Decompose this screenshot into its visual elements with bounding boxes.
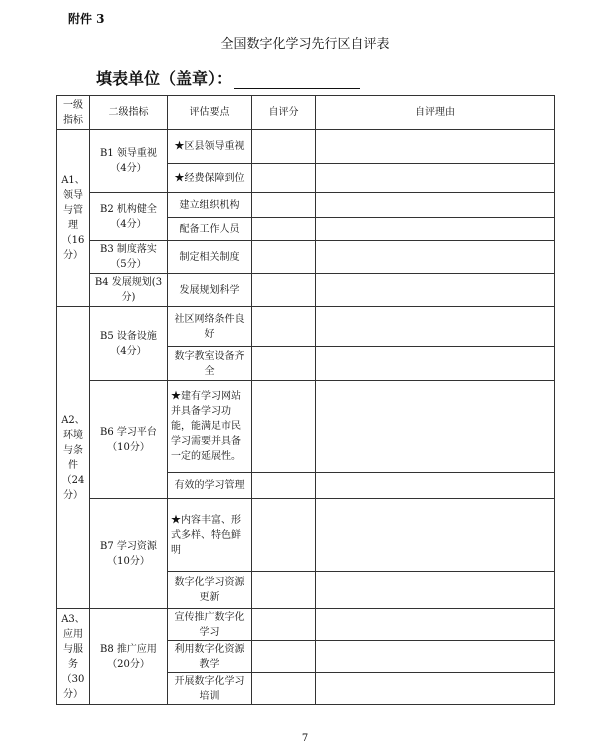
reason-cell[interactable] xyxy=(316,347,555,381)
page-number: 7 xyxy=(301,733,309,744)
reason-cell[interactable] xyxy=(316,130,555,164)
score-cell[interactable] xyxy=(252,499,316,572)
point-cell: 数字教室设备齐全 xyxy=(168,347,252,381)
table-row xyxy=(57,499,555,572)
unit-fill-line[interactable] xyxy=(234,72,360,89)
point-cell: 数字化学习资源更新 xyxy=(168,572,252,609)
reason-cell[interactable] xyxy=(316,307,555,347)
header-level2: 二级指标 xyxy=(90,96,168,130)
self-evaluation-table xyxy=(56,95,555,705)
level2-cell: B5 设备设施（4分） xyxy=(90,307,168,381)
score-cell[interactable] xyxy=(252,274,316,307)
point-cell: 配备工作人员 xyxy=(168,218,252,241)
reason-cell[interactable] xyxy=(316,241,555,274)
reason-cell[interactable] xyxy=(316,193,555,218)
point-cell: 建立组织机构 xyxy=(168,193,252,218)
score-cell[interactable] xyxy=(252,193,316,218)
level1-cell: A2、环境与条件（24分） xyxy=(57,307,90,609)
point-cell: ★建有学习网站并具备学习功能，能满足市民学习需要并具备一定的延展性。 xyxy=(168,381,252,473)
point-cell: 开展数字化学习培训 xyxy=(168,673,252,705)
score-cell[interactable] xyxy=(252,473,316,499)
header-row xyxy=(57,96,555,130)
point-cell: 宣传推广数字化学习 xyxy=(168,609,252,641)
reason-cell[interactable] xyxy=(316,274,555,307)
reason-cell[interactable] xyxy=(316,673,555,705)
table-row xyxy=(57,241,555,274)
level1-cell: A3、应用与服务（30分） xyxy=(57,609,90,705)
score-cell[interactable] xyxy=(252,130,316,164)
table-row xyxy=(57,307,555,347)
point-cell: 发展规划科学 xyxy=(168,274,252,307)
level2-cell: B3 制度落实（5分） xyxy=(90,241,168,274)
point-cell: ★区县领导重视 xyxy=(168,130,252,164)
reason-cell[interactable] xyxy=(316,381,555,473)
score-cell[interactable] xyxy=(252,218,316,241)
point-cell: ★内容丰富、形式多样、特色鲜明 xyxy=(168,499,252,572)
header-points: 评估要点 xyxy=(168,96,252,130)
level2-cell: B7 学习资源（10分） xyxy=(90,499,168,609)
level2-cell: B2 机构健全（4分） xyxy=(90,193,168,241)
unit-label: 填表单位（盖章）： xyxy=(96,69,233,88)
table-row xyxy=(57,274,555,307)
reason-cell[interactable] xyxy=(316,499,555,572)
header-score: 自评分 xyxy=(252,96,316,130)
score-cell[interactable] xyxy=(252,241,316,274)
score-cell[interactable] xyxy=(252,609,316,641)
header-reason: 自评理由 xyxy=(316,96,555,130)
table-row xyxy=(57,609,555,641)
score-cell[interactable] xyxy=(252,307,316,347)
score-cell[interactable] xyxy=(252,164,316,193)
level2-cell: B4 发展规划(3分) xyxy=(90,274,168,307)
level2-cell: B8 推广应用（20分） xyxy=(90,609,168,705)
score-cell[interactable] xyxy=(252,347,316,381)
table-row xyxy=(57,193,555,218)
score-cell[interactable] xyxy=(252,641,316,673)
page-title: 全国数字化学习先行区自评表 xyxy=(220,37,390,52)
reason-cell[interactable] xyxy=(316,473,555,499)
attachment-label: 附件 3 xyxy=(68,12,105,26)
point-cell: 利用数字化资源教学 xyxy=(168,641,252,673)
level2-cell: B1 领导重视（4分） xyxy=(90,130,168,193)
score-cell[interactable] xyxy=(252,572,316,609)
score-cell[interactable] xyxy=(252,673,316,705)
reason-cell[interactable] xyxy=(316,572,555,609)
table-row xyxy=(57,130,555,164)
unit-field xyxy=(96,66,360,89)
reason-cell[interactable] xyxy=(316,218,555,241)
point-cell: ★经费保障到位 xyxy=(168,164,252,193)
point-cell: 有效的学习管理 xyxy=(168,473,252,499)
header-level1: 一级指标 xyxy=(57,96,90,130)
reason-cell[interactable] xyxy=(316,609,555,641)
reason-cell[interactable] xyxy=(316,164,555,193)
point-cell: 制定相关制度 xyxy=(168,241,252,274)
table-row xyxy=(57,381,555,473)
level1-cell: A1、领导与管理（16分） xyxy=(57,130,90,307)
score-cell[interactable] xyxy=(252,381,316,473)
reason-cell[interactable] xyxy=(316,641,555,673)
point-cell: 社区网络条件良好 xyxy=(168,307,252,347)
level2-cell: B6 学习平台（10分） xyxy=(90,381,168,499)
